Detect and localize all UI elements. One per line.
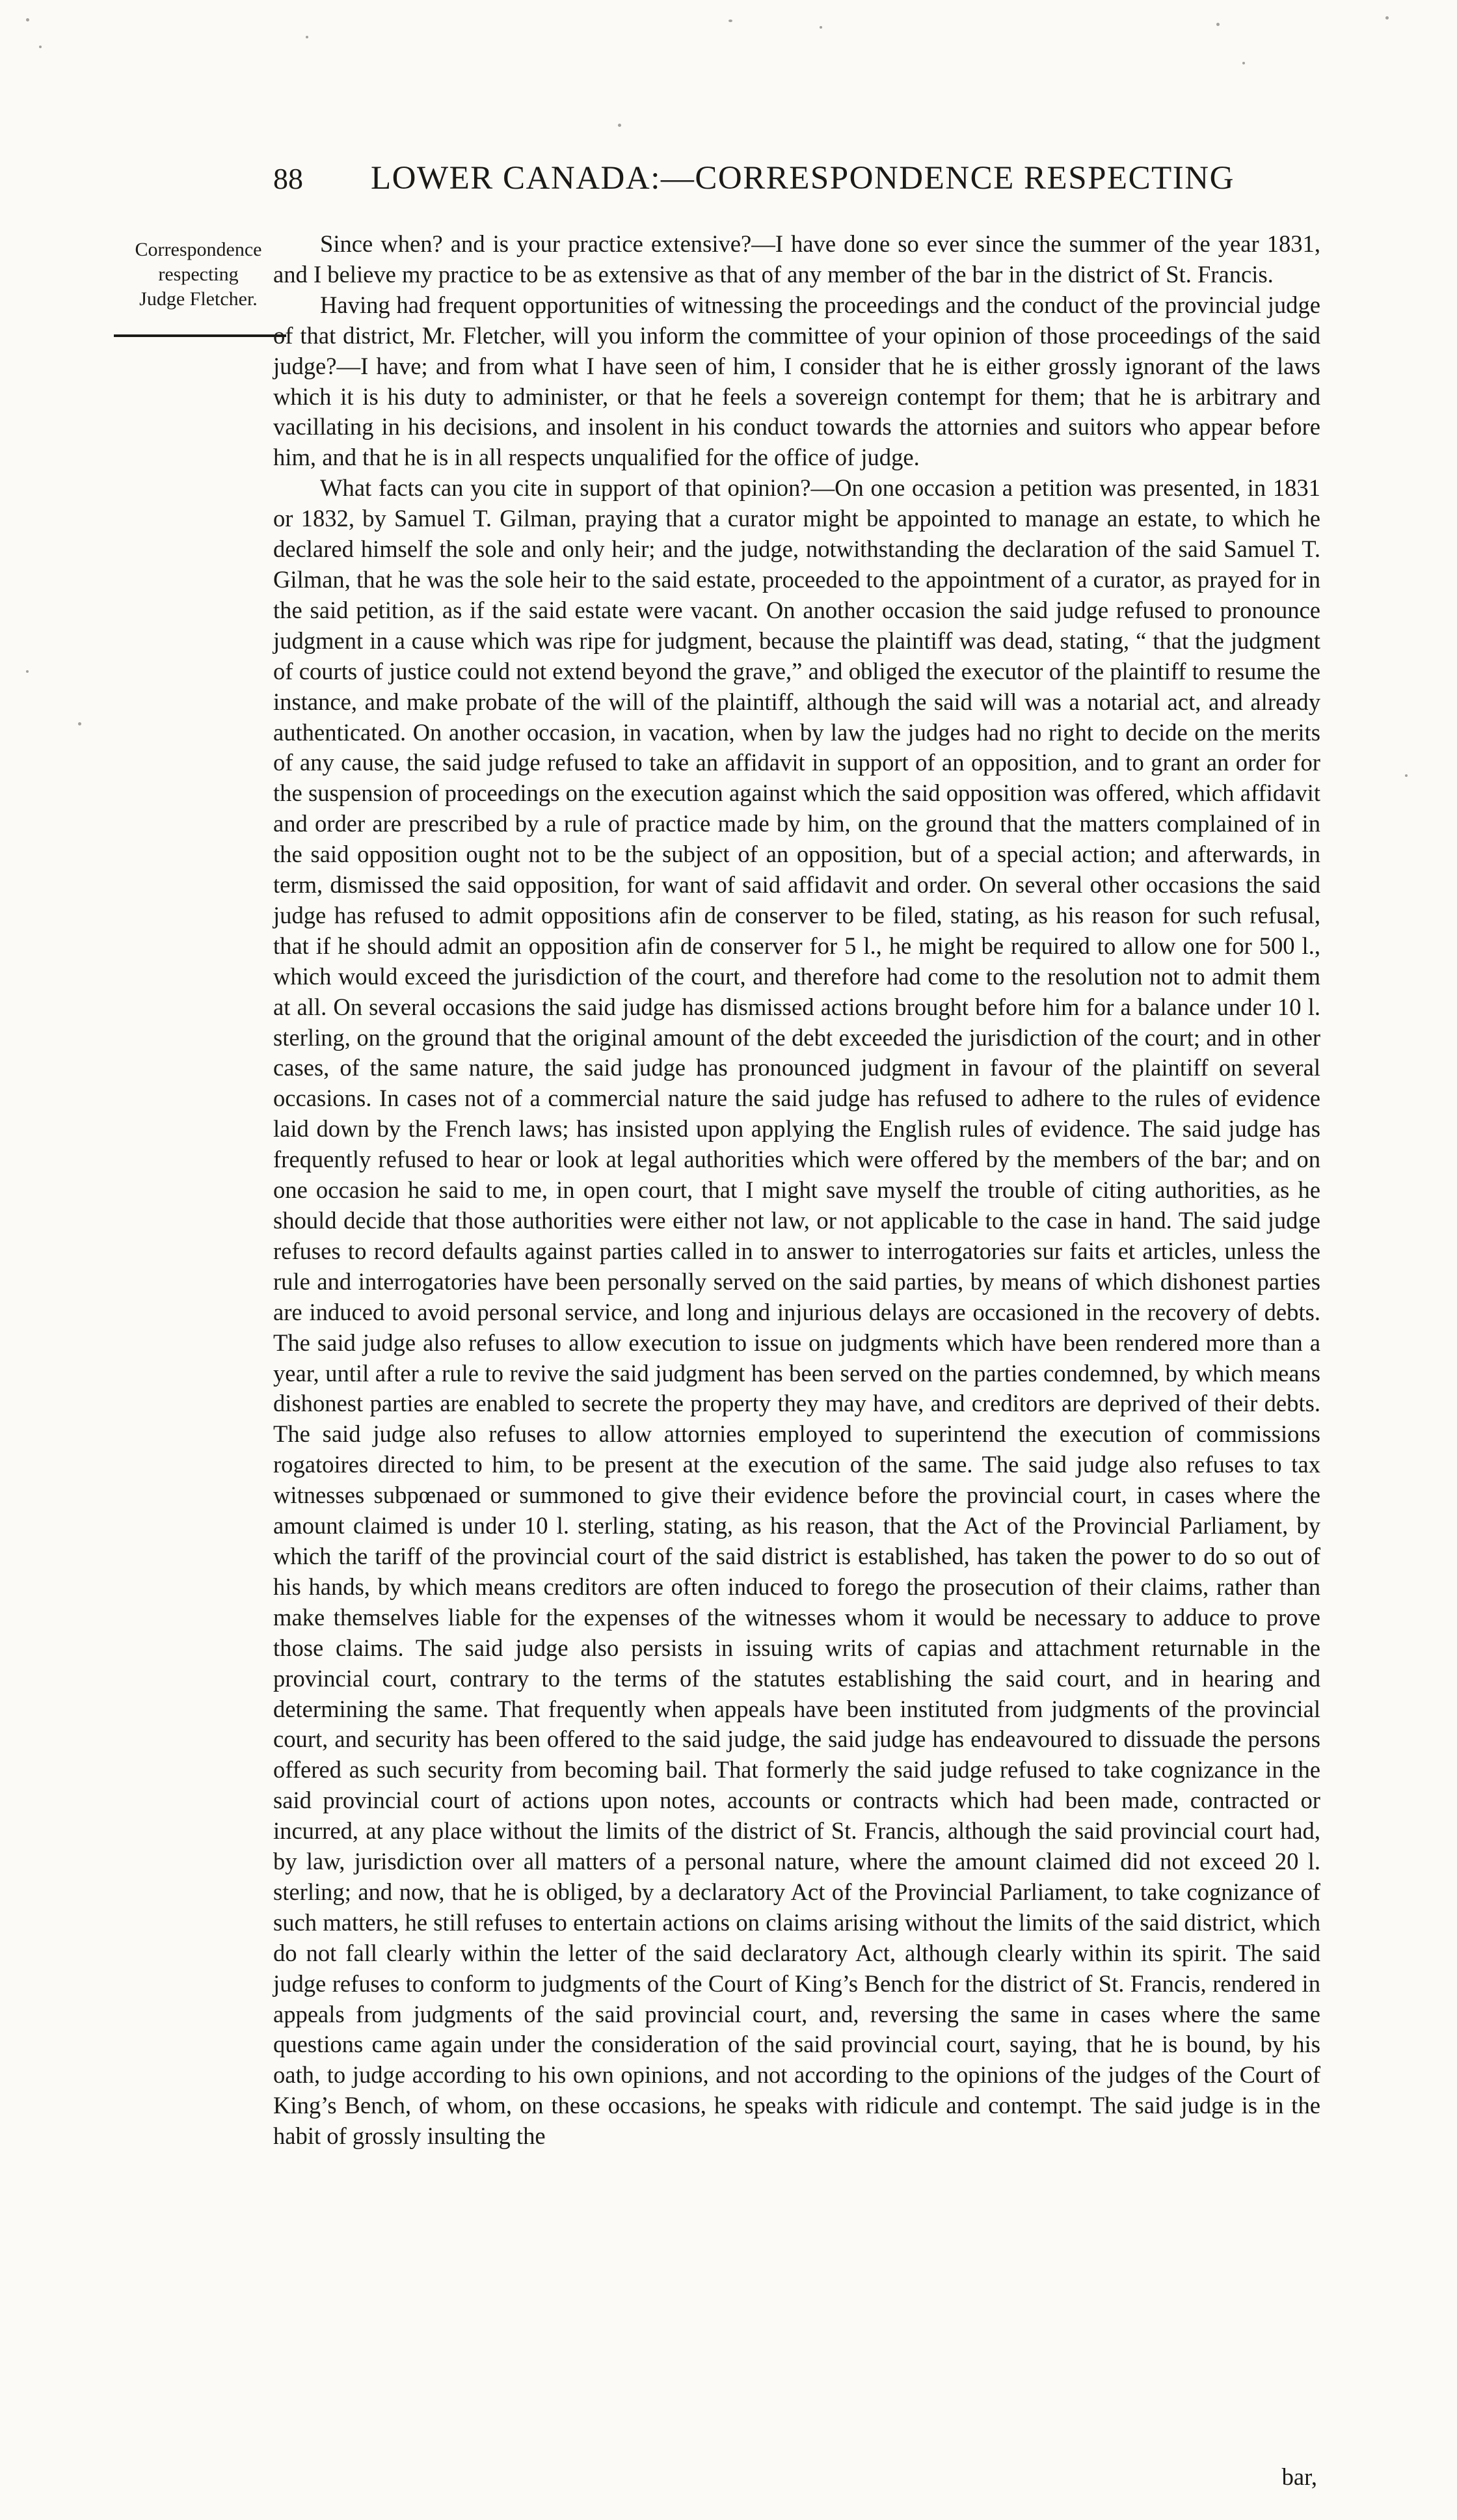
margin-note-line: respecting [158, 264, 239, 285]
page-header [273, 159, 1275, 197]
margin-note [94, 237, 302, 312]
scan-speck [78, 722, 81, 725]
scan-speck [728, 20, 732, 22]
scan-speck [1216, 23, 1220, 26]
scan-speck [820, 26, 822, 29]
scan-speck [618, 124, 621, 127]
scan-speck [1405, 774, 1408, 777]
scan-speck [306, 36, 308, 38]
scan-speck [39, 46, 42, 48]
scan-speck [1385, 16, 1389, 20]
scan-speck [26, 670, 29, 673]
margin-note-line: Correspondence [135, 239, 262, 260]
margin-note-line: Judge Fletcher. [139, 288, 258, 310]
running-head: LOWER CANADA:—CORRESPONDENCE RESPECTING [371, 160, 1235, 196]
margin-divider [114, 334, 286, 337]
catchword: bar, [1281, 2463, 1317, 2490]
body-text [273, 229, 1320, 2152]
paragraph: Having had frequent opportunities of witnessing the proceedings and the conduct of the provincial judge of that district, Mr. Fletcher, will you inform the committee of your opinion of those proceedings of the said judge?—I have; and from what I have seen of him, I consider that he is either grossly ignorant of the laws which it is his duty to administer, or that he feels a sovereign contempt for them; that he is arbitrary and vacillating in his decisions, and insolent in his conduct towards the attornies and suitors who appear before him, and that he is in all respects unqualified for the office of judge. [273, 291, 1320, 471]
scan-speck [26, 18, 29, 21]
scan-speck [1242, 62, 1245, 64]
paragraph: What facts can you cite in support of that opinion?—On one occasion a petition was presented, in 1831 or 1832, by Samuel T. Gilman, praying that a curator might be appointed to manage an estate, to which he declared himself the sole and only heir; and the judge, notwithstanding the declaration of the said Samuel T. Gilman, that he was the sole heir to the said estate, proceeded to the appointment of a curator, as prayed for in the said petition, as if the said estate were vacant. On another occasion the said judge refused to pronounce judgment in a cause which was ripe for judgment, because the plaintiff was dead, stating, “ that the judgment of courts of justice could not extend beyond the grave,” and obliged the executor of the plaintiff to resume the instance, and make probate of the will of the plaintiff, although the said will was a notarial act, and already authenticated. On another occasion, in vacation, when by law the judges had no right to decide on the merits of any cause, the said judge refused to take an affidavit in support of an opposition, and to grant an order for the suspension of proceedings on the execution against which the said opposition was offered, which affidavit and order are prescribed by a rule of practice made by him, on the ground that the matters complained of in the said opposition ought not to be the subject of an opposition, but of a special action; and afterwards, in term, dismissed the said opposition, for want of said affidavit and order. On several other occasions the said judge has refused to admit oppositions afin de conserver to be filed, stating, as his reason for such refusal, that if he should admit an opposition afin de conserver for 5 l., he might be required to allow one for 500 l., which would exceed the jurisdiction of the court, and therefore had come to the resolution not to admit them at all. On several occasions the said judge has dismissed actions brought before him for a balance under 10 l. sterling, on the ground that the original amount of the debt exceeded the jurisdiction of the court; and in other cases, of the same nature, the said judge has pronounced judgment in favour of the plaintiff on several occasions. In cases not of a commercial nature the said judge has refused to adhere to the rules of evidence laid down by the French laws; has insisted upon applying the English rules of evidence. The said judge has frequently refused to hear or look at legal authorities which were offered by the members of the bar; and on one occasion he said to me, in open court, that I might save myself the trouble of citing authorities, as he should decide that those authorities were either not law, or not applicable to the case in hand. The said judge refuses to record defaults against parties called in to answer to interrogatories sur faits et articles, unless the rule and interrogatories have been personally served on the said parties, by means of which dishonest parties are induced to avoid personal service, and long and injurious delays are occasioned in the recovery of debts. The said judge also refuses to allow execution to issue on judgments which have been rendered more than a year, until after a rule to revive the said judgment has been served on the parties condemned, by which means dishonest parties are enabled to secrete the property they may have, and creditors are deprived of their debts. The said judge also refuses to allow attornies employed to superintend the execution of commissions rogatoires directed to him, to be present at the execution of the same. The said judge also refuses to tax witnesses subpœnaed or summoned to give their evidence before the provincial court, in cases where the amount claimed is under 10 l. sterling, stating, as his reason, that the Act of the Provincial Parliament, by which the tariff of the provincial court of the said district is established, has taken the power to do so out of his hands, by which means creditors are often induced to forego the prosecution of their claims, rather than make themselves liable for the expenses of the witnesses whom it would be necessary to adduce to prove those claims. The said judge also persists in issuing writs of capias and attachment returnable in the provincial court, contrary to the terms of the statutes establishing the said court, and in hearing and determining the same. That frequently when appeals have been instituted from judgments of the provincial court, and security has been offered to the said judge, the said judge has endeavoured to dissuade the persons offered as such security from becoming bail. That formerly the said judge refused to take cognizance in the said provincial court of actions upon notes, accounts or contracts which had been made, contracted or incurred, at any place without the limits of the district of St. Francis, although the said provincial court had, by law, jurisdiction over all matters of a personal nature, where the amount claimed did not exceed 20 l. sterling; and now, that he is obliged, by a declaratory Act of the Provincial Parliament, to take cognizance of such matters, he still refuses to entertain actions on claims arising without the limits of the said district, which do not fall clearly within the letter of the said declaratory Act, although clearly within its spirit. The said judge refuses to conform to judgments of the Court of King’s Bench for the district of St. Francis, rendered in appeals from judgments of the said provincial court, and, reversing the same in cases where the same questions came again under the consideration of the said provincial court, saying, that he is bound, by his oath, to judge according to his own opinions, and not according to the opinions of the judges of the Court of King’s Bench, of whom, on these occasions, he speaks with ridicule and contempt. The said judge is in the habit of grossly insulting the [273, 474, 1320, 2150]
paragraph: Since when? and is your practice extensive?—I have done so ever since the summer of the year 1831, and I believe my practice to be as extensive as that of any member of the bar in the district of St. Francis. [273, 230, 1320, 288]
page-number: 88 [273, 162, 303, 195]
